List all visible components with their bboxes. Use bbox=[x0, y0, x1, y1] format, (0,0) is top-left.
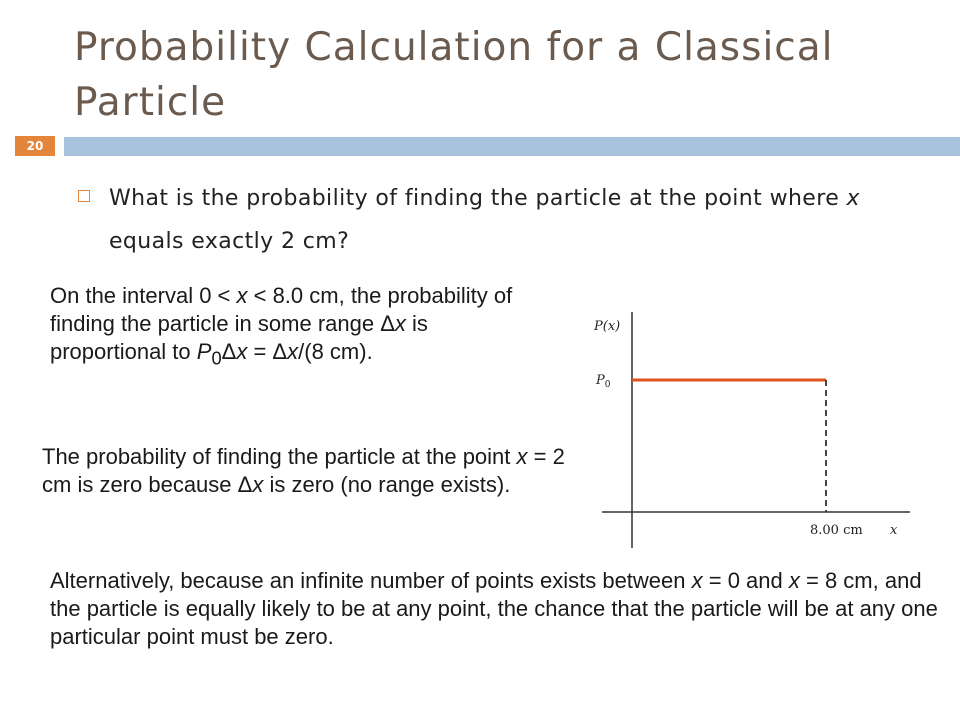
bullet-text-post: equals exactly 2 cm? bbox=[109, 229, 350, 254]
x-tick-label: 8.00 cm bbox=[810, 523, 863, 538]
text-run: = Δ bbox=[247, 339, 288, 364]
math-subscript: 0 bbox=[211, 347, 222, 369]
math-var: x bbox=[236, 339, 248, 364]
math-var: x bbox=[287, 339, 299, 364]
interval-paragraph bbox=[50, 282, 550, 372]
square-bullet-icon bbox=[78, 190, 90, 202]
math-var: x bbox=[394, 311, 406, 336]
slide-number-badge: 20 bbox=[15, 136, 55, 156]
math-var: x bbox=[252, 472, 264, 497]
text-run: Alternatively, because an infinite number of points exists between bbox=[50, 568, 692, 593]
text-run: < 8.0 cm, the probability of finding the particle in some range Δ bbox=[50, 283, 513, 336]
bullet-text-pre: What is the probability of finding the particle at the point where bbox=[109, 186, 847, 211]
math-var: x bbox=[236, 283, 248, 308]
text-run: is proportional to bbox=[50, 311, 428, 364]
text-run: Δ bbox=[221, 339, 237, 364]
math-var: P bbox=[196, 339, 212, 364]
x-axis-label: x bbox=[890, 523, 898, 538]
slide-title: Probability Calculation for a Classical Particle bbox=[74, 25, 834, 125]
text-run: On the interval 0 < bbox=[50, 283, 237, 308]
title-rule-bar bbox=[64, 137, 960, 156]
probability-density-graph bbox=[572, 300, 922, 550]
text-run: The probability of finding the particle at the point bbox=[42, 444, 517, 469]
math-var: x bbox=[788, 568, 800, 593]
alternative-paragraph bbox=[50, 567, 950, 651]
level-label: $P_0$ bbox=[596, 373, 611, 390]
text-run: = 2 cm is zero because Δ bbox=[42, 444, 565, 497]
zero-probability-paragraph bbox=[42, 443, 572, 499]
math-var: x bbox=[691, 568, 703, 593]
text-run: = 0 and bbox=[702, 568, 789, 593]
bullet-var: x bbox=[846, 186, 860, 211]
text-run: /(8 cm). bbox=[298, 339, 373, 364]
math-var: x bbox=[516, 444, 528, 469]
text-run: = 8 cm, and the particle is equally likely to be at any point, the chance that the particle will be at any one particular point must be zero. bbox=[50, 568, 938, 649]
text-run: is zero (no range exists). bbox=[263, 472, 511, 497]
y-axis-label: P(x) bbox=[594, 319, 621, 334]
bullet-question bbox=[109, 177, 909, 263]
